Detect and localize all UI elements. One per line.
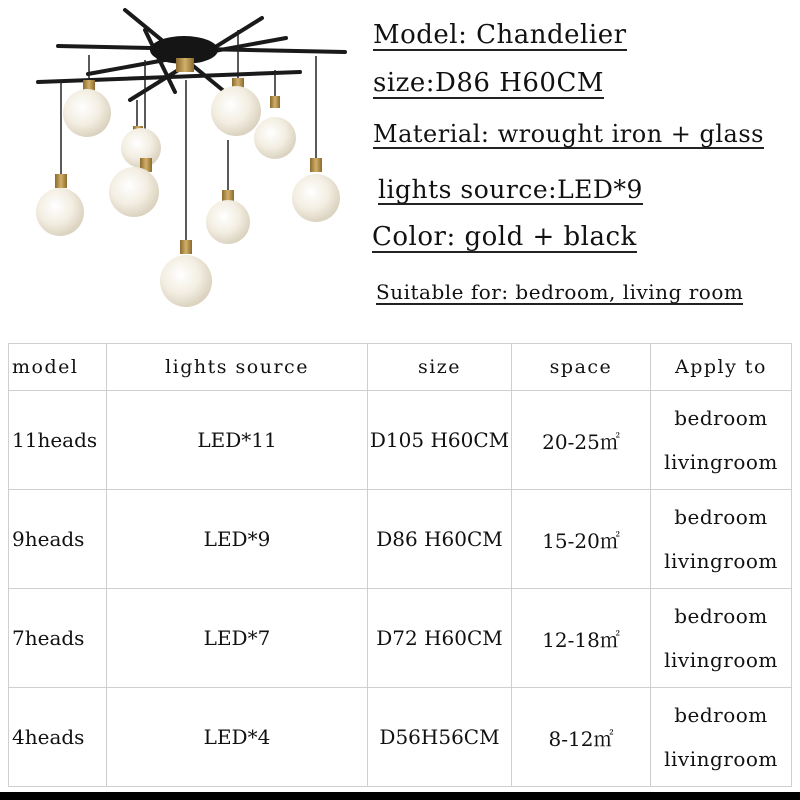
- cell-size: D72 H60CM: [368, 589, 512, 688]
- cell-model: 11heads: [9, 391, 107, 490]
- apply-bedroom: bedroom: [674, 703, 768, 727]
- cell-lights-source: LED*9: [107, 490, 368, 589]
- cell-model: 7heads: [9, 589, 107, 688]
- table-row: [9, 589, 792, 688]
- header-lights-source: lights source: [107, 344, 368, 391]
- cell-lights-source: LED*7: [107, 589, 368, 688]
- header-model: model: [9, 344, 107, 391]
- cell-apply-to: [651, 589, 792, 688]
- header-space: space: [512, 344, 651, 391]
- cell-model: 4heads: [9, 688, 107, 787]
- apply-bedroom: bedroom: [674, 406, 768, 430]
- chandelier-product-image: [0, 0, 360, 320]
- cell-apply-to: [651, 490, 792, 589]
- header-apply-to: Apply to: [651, 344, 792, 391]
- cell-model: 9heads: [9, 490, 107, 589]
- cell-space: 8-12㎡: [512, 688, 651, 787]
- apply-livingroom: livingroom: [664, 747, 778, 771]
- table-header-row: [9, 344, 792, 391]
- cell-size: D56H56CM: [368, 688, 512, 787]
- apply-bedroom: bedroom: [674, 604, 768, 628]
- spec-color: Color: gold + black: [372, 222, 637, 252]
- cell-size: D105 H60CM: [368, 391, 512, 490]
- model-spec-table: [8, 343, 792, 787]
- apply-livingroom: livingroom: [664, 648, 778, 672]
- spec-size: size:D86 H60CM: [373, 68, 604, 98]
- cell-space: 20-25㎡: [512, 391, 651, 490]
- cell-apply-to: [651, 688, 792, 787]
- cell-apply-to: [651, 391, 792, 490]
- bottom-divider-bar: [0, 792, 800, 800]
- spec-model: Model: Chandelier: [373, 20, 627, 50]
- table-row: [9, 490, 792, 589]
- cell-lights-source: LED*4: [107, 688, 368, 787]
- spec-light-source: lights source:LED*9: [378, 175, 643, 204]
- apply-livingroom: livingroom: [664, 549, 778, 573]
- cell-lights-source: LED*11: [107, 391, 368, 490]
- table-row: [9, 391, 792, 490]
- table-row: [9, 688, 792, 787]
- canopy-brass-collar: [176, 58, 194, 72]
- cell-size: D86 H60CM: [368, 490, 512, 589]
- spec-suitable-for: Suitable for: bedroom, living room: [376, 280, 744, 304]
- globe-pendants: [36, 78, 340, 307]
- apply-livingroom: livingroom: [664, 450, 778, 474]
- apply-bedroom: bedroom: [674, 505, 768, 529]
- cell-space: 12-18㎡: [512, 589, 651, 688]
- header-size: size: [368, 344, 512, 391]
- cell-space: 15-20㎡: [512, 490, 651, 589]
- spec-material: Material: wrought iron + glass: [373, 120, 764, 148]
